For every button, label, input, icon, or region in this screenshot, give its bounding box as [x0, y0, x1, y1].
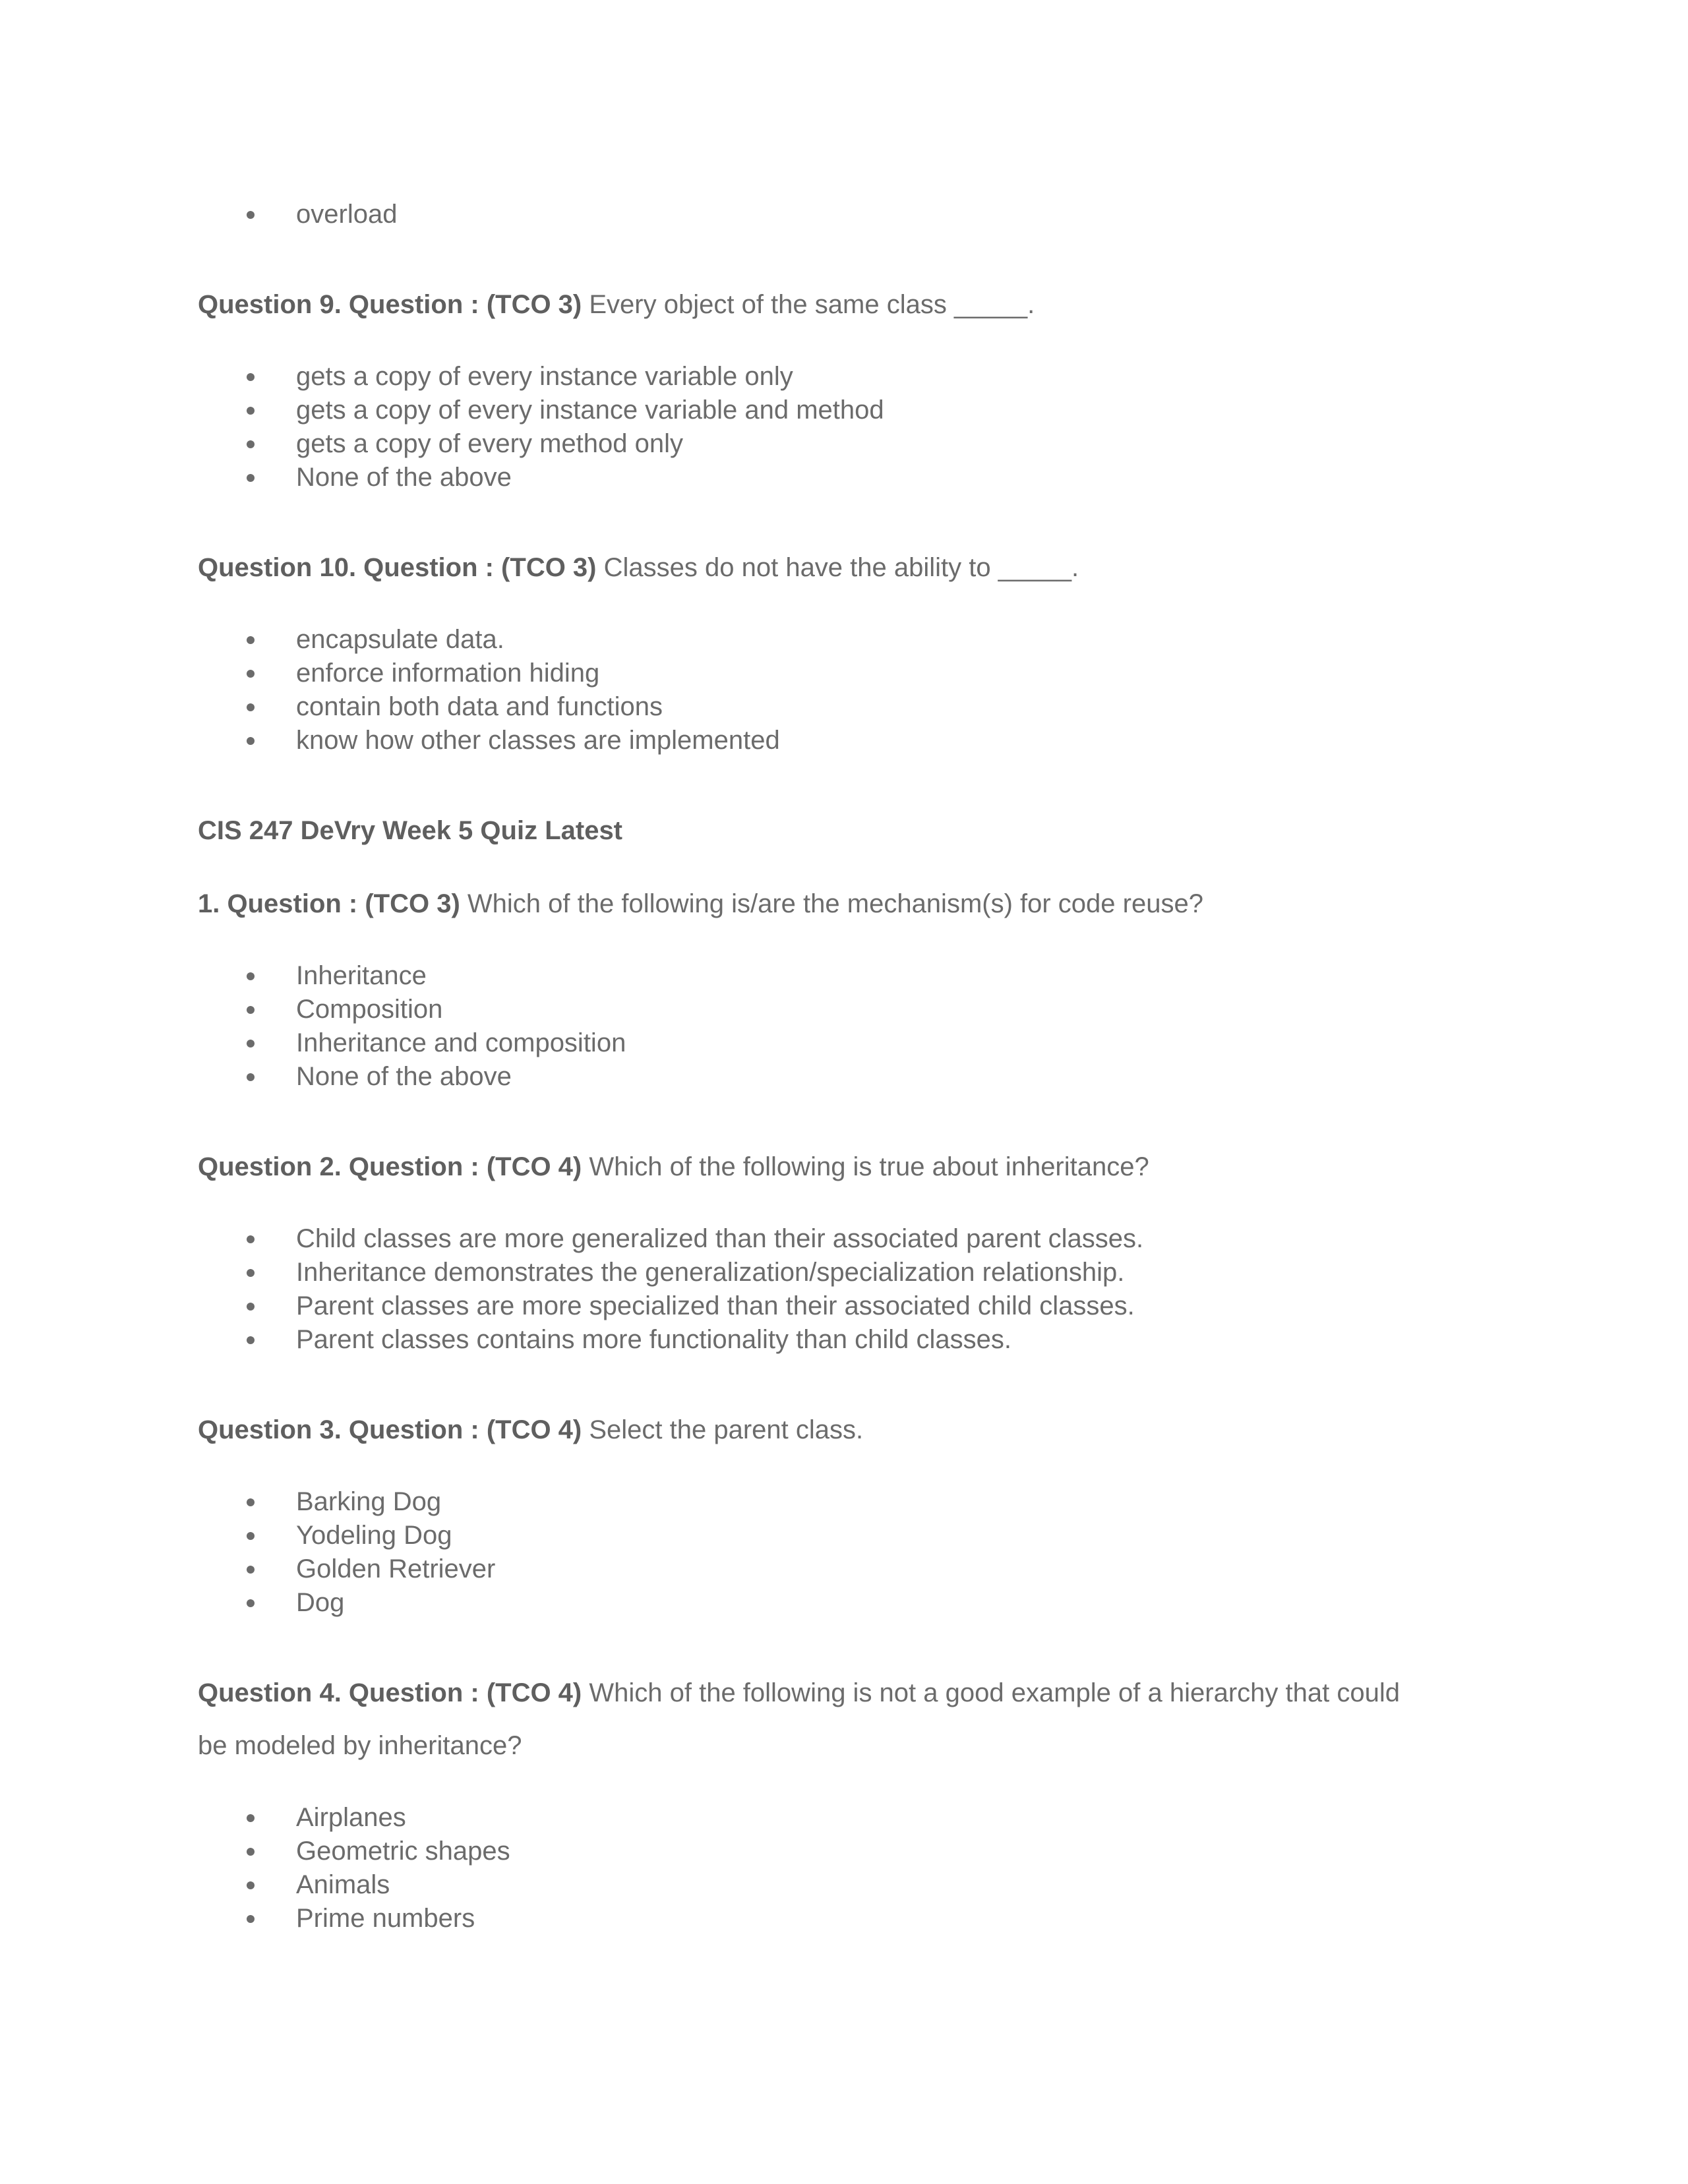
bullet-icon	[247, 1599, 255, 1607]
bullet-icon	[247, 1006, 255, 1014]
bullet-icon	[247, 1532, 255, 1540]
bullet-icon	[247, 1336, 255, 1344]
week5-question-4-title-continued: be modeled by inheritance?	[198, 1731, 522, 1760]
question-label: Question 9. Question : (TCO 3)	[198, 290, 582, 319]
question-text: Select the parent class.	[582, 1415, 864, 1444]
bullet-icon	[247, 737, 255, 745]
question-text: Which of the following is/are the mechanism(s) for code reuse?	[460, 889, 1203, 918]
question-label: 1. Question : (TCO 3)	[198, 889, 460, 918]
week5-question-3-title	[198, 1414, 863, 1446]
bullet-icon	[247, 670, 255, 678]
week5-question-1-title	[198, 888, 1203, 920]
week5-question-4-title	[198, 1677, 1400, 1709]
bullet-icon	[247, 1303, 255, 1311]
bullet-icon	[247, 407, 255, 415]
question-9-title	[198, 289, 1035, 320]
bullet-icon	[247, 1566, 255, 1574]
question-label: Question 10. Question : (TCO 3)	[198, 553, 597, 582]
question-text: Which of the following is true about inheritance?	[582, 1152, 1149, 1181]
bullet-icon	[247, 1269, 255, 1277]
question-label: Question 4. Question : (TCO 4)	[198, 1678, 582, 1707]
bullet-icon	[247, 1073, 255, 1081]
question-label: Question 2. Question : (TCO 4)	[198, 1152, 582, 1181]
bullet-icon	[247, 474, 255, 482]
bullet-icon	[247, 703, 255, 711]
question-text: Every object of the same class _____.	[582, 290, 1035, 319]
bullet-icon	[247, 1814, 255, 1822]
question-text: Classes do not have the ability to _____.	[596, 553, 1079, 582]
bullet-icon	[247, 440, 255, 448]
section-heading: CIS 247 DeVry Week 5 Quiz Latest	[198, 816, 623, 845]
bullet-icon	[247, 211, 255, 219]
bullet-icon	[247, 1040, 255, 1048]
question-10-title	[198, 552, 1079, 583]
question-text: Which of the following is not a good example of a hierarchy that could	[582, 1678, 1400, 1707]
bullet-icon	[247, 1235, 255, 1243]
bullet-icon	[247, 636, 255, 644]
bullet-icon	[247, 972, 255, 980]
bullet-icon	[247, 1498, 255, 1506]
week5-question-2-title	[198, 1151, 1149, 1183]
bullet-icon	[247, 1915, 255, 1923]
question-label: Question 3. Question : (TCO 4)	[198, 1415, 582, 1444]
bullet-icon	[247, 1848, 255, 1856]
document-page: overload Question 9. Question : (TCO 3) Every object of the same class _____. gets a copy of every instance variable only gets a copy of every instance variable and method gets a copy of every method only None of the above Question 10. Question : (TCO 3) Classes do not have the ability to _____. encapsulate data. enforce information hiding contain both data and functions know how other classes are implemented CIS 247 DeVry Week 5 Quiz Latest 1. Question : (TCO 3) Which of the following is/are the mechanism(s) for code reuse? Inheritance Composition Inheritance and composition None of the above Question 2. Question : (TCO 4) Which of the following is true about inheritance? Child classes are more generalized than their associated parent classes. Inheritance demonstrates the generalization/specialization relationship. Parent classes are more specialized than their associated child classes. Parent classes contains more functionality than child classes. Question 3. Question : (TCO 4) Select the parent class. Barking Dog Yodeling Dog Golden Retriever Dog Question 4. Question : (TCO 4) Which of the following is not a good example of a hierarchy that could be modeled by inheritance? Airplanes Geometric shapes Animals Prime numbers	[0, 0, 1688, 2184]
bullet-icon	[247, 1881, 255, 1889]
bullet-icon	[247, 373, 255, 381]
